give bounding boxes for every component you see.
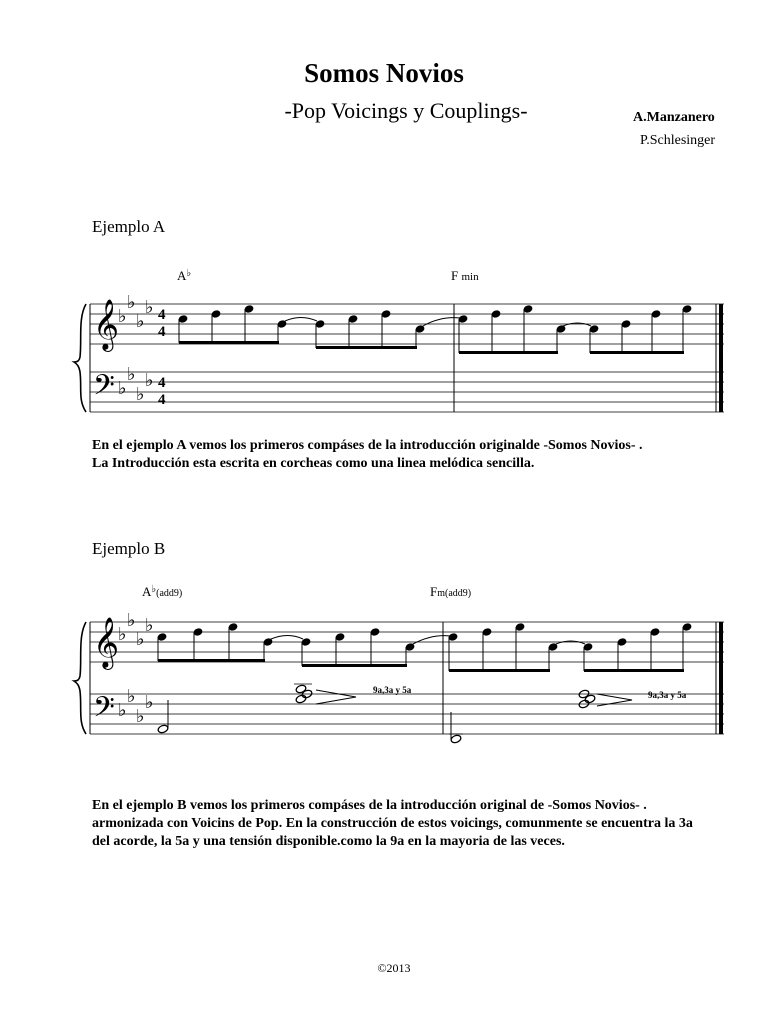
page-subtitle: -Pop Voicings y Couplings- [284, 98, 528, 123]
svg-text:♭: ♭ [136, 706, 145, 727]
copyright: ©2013 [377, 961, 411, 975]
svg-text:♭: ♭ [127, 686, 136, 707]
melody-b [157, 623, 692, 672]
voicing-annotations [373, 685, 687, 700]
svg-text:♭: ♭ [145, 297, 154, 318]
svg-text:♭: ♭ [118, 624, 127, 645]
svg-text:♭: ♭ [118, 306, 127, 327]
description-line: En el ejemplo A vemos los primeros compáses de la introducción originalde -Somos Novios- . [92, 438, 643, 453]
svg-text:4: 4 [158, 307, 166, 323]
description-line: armonizada con Voicins de Pop. En la construcción de estos voicings, comunmente se encuentra la 3a [92, 816, 693, 831]
example-a-description [92, 437, 643, 473]
voicing-annotation-1: 9a,3a y 5a [373, 685, 412, 695]
bass-staff [90, 694, 724, 734]
bass-clef: 𝄢 [93, 369, 115, 409]
svg-text:♭: ♭ [127, 610, 136, 631]
page-title: Somos Novios [304, 58, 464, 88]
chord-symbol-b-1: A♭(add9) [142, 584, 183, 599]
svg-text:4: 4 [158, 324, 166, 340]
svg-text:♭: ♭ [145, 370, 154, 391]
svg-text:♭: ♭ [127, 364, 136, 385]
chord-symbol-a-1: A♭ [177, 268, 192, 283]
chord-symbol-a-2: F min [451, 268, 479, 283]
svg-text:4: 4 [158, 392, 166, 408]
svg-text:4: 4 [158, 375, 166, 391]
arranger-credit: P.Schlesinger [640, 133, 716, 148]
treble-staff [90, 622, 724, 662]
svg-text:♭: ♭ [127, 292, 136, 313]
grand-staff-brace [74, 304, 86, 412]
svg-text:♭: ♭ [145, 692, 154, 713]
description-line: del acorde, la 5a y una tensión disponible.como la 9a en la mayoria de las veces. [92, 834, 565, 849]
key-signature-a [118, 292, 154, 405]
svg-text:♭: ♭ [118, 378, 127, 399]
treble-clef: 𝄞 [93, 617, 120, 668]
description-line: En el ejemplo B vemos los primeros compáses de la introducción original de -Somos Novios- . [92, 798, 647, 813]
key-signature-b [118, 610, 154, 727]
melody-a [178, 305, 692, 354]
treble-clef: 𝄞 [93, 299, 120, 350]
svg-text:♭: ♭ [136, 384, 145, 405]
svg-text:♭: ♭ [136, 311, 145, 332]
svg-text:♭: ♭ [145, 615, 154, 636]
decrescendo-hairpin-1 [316, 690, 356, 704]
svg-text:♭: ♭ [118, 700, 127, 721]
example-a-label: Ejemplo A [92, 217, 166, 236]
time-signature-a [158, 307, 166, 408]
example-b-description [92, 797, 693, 851]
example-b-label: Ejemplo B [92, 539, 166, 558]
system-b [74, 622, 724, 734]
clefs-a [93, 299, 119, 409]
voicing-annotation-2: 9a,3a y 5a [648, 690, 687, 700]
composer-credit: A.Manzanero [633, 110, 715, 125]
bass-staff [90, 372, 724, 412]
bass-clef: 𝄢 [93, 691, 115, 731]
description-line: La Introducción esta escrita en corcheas como una linea melódica sencilla. [92, 456, 535, 471]
chord-symbol-b-2: Fm(add9) [430, 584, 472, 599]
system-a [74, 304, 724, 412]
svg-text:♭: ♭ [136, 629, 145, 650]
grand-staff-brace [74, 622, 86, 734]
